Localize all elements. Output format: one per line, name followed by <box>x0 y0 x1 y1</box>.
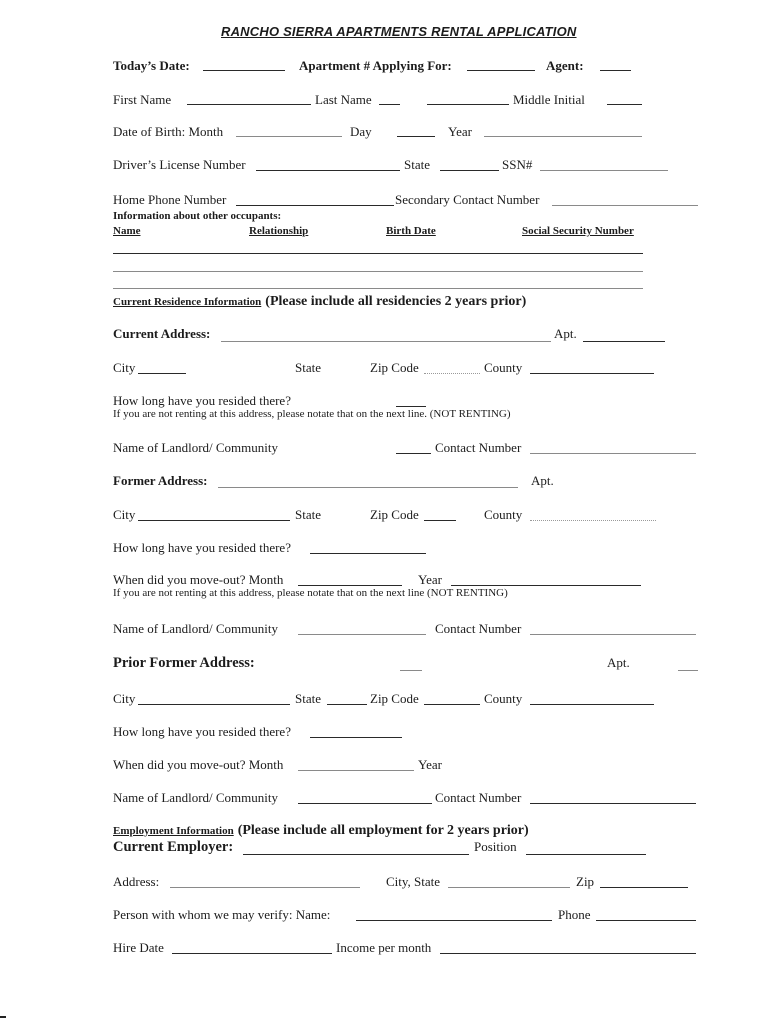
prior-zip-field[interactable] <box>424 704 480 705</box>
former-landlord-label: Name of Landlord/ Community <box>113 621 279 636</box>
position-label: Position <box>474 839 517 854</box>
current-landlord-field[interactable] <box>396 453 431 454</box>
prior-move-out-month-field[interactable] <box>298 770 414 771</box>
dob-month-field[interactable] <box>236 136 342 137</box>
dob-day-label: Day <box>350 124 372 139</box>
current-zip-label: Zip Code <box>370 360 419 375</box>
income-label: Income per month <box>336 940 432 955</box>
former-county-label: County <box>484 507 523 522</box>
last-name-label: Last Name <box>315 92 372 107</box>
prior-contact-field[interactable] <box>530 803 696 804</box>
license-state-field[interactable] <box>440 170 499 171</box>
current-how-long-field[interactable] <box>396 406 426 407</box>
current-county-field[interactable] <box>530 373 654 374</box>
former-move-out-label: When did you move-out? Month <box>113 572 284 587</box>
current-contact-field[interactable] <box>530 453 696 454</box>
former-apt-label: Apt. <box>531 473 554 488</box>
current-city-label: City <box>113 360 136 375</box>
employer-city-state-label: City, State <box>386 874 441 889</box>
last-name-field-a[interactable] <box>379 104 400 105</box>
occupants-col-birth-date: Birth Date <box>386 225 436 237</box>
former-move-out-year-label: Year <box>418 572 442 587</box>
occupants-col-name: Name <box>113 225 141 237</box>
home-phone-label: Home Phone Number <box>113 192 227 207</box>
income-field[interactable] <box>440 953 696 954</box>
agent-field[interactable] <box>600 70 631 71</box>
verify-phone-label: Phone <box>558 907 591 922</box>
first-name-label: First Name <box>113 92 172 107</box>
occupants-col-relationship: Relationship <box>249 225 309 237</box>
former-state-label: State <box>295 507 321 522</box>
former-contact-field[interactable] <box>530 634 696 635</box>
former-how-long-field[interactable] <box>310 553 426 554</box>
prior-move-out-label: When did you move-out? Month <box>113 757 284 772</box>
prior-contact-label: Contact Number <box>435 790 522 805</box>
verify-name-field[interactable] <box>356 920 552 921</box>
agent-label: Agent: <box>546 58 584 73</box>
employer-city-state-field[interactable] <box>448 887 570 888</box>
former-not-renting-note: If you are not renting at this address, please notate that on the next line (NOT RENTING) <box>113 587 508 599</box>
license-state-label: State <box>404 157 430 172</box>
employment-section-heading <box>113 822 529 838</box>
prior-state-field[interactable] <box>327 704 367 705</box>
prior-county-label: County <box>484 691 523 706</box>
ssn-field[interactable] <box>540 170 668 171</box>
current-state-label: State <box>295 360 321 375</box>
middle-initial-field[interactable] <box>607 104 642 105</box>
prior-apt-label: Apt. <box>607 655 630 670</box>
prior-how-long-field[interactable] <box>310 737 402 738</box>
current-not-renting-note: If you are not renting at this address, please notate that on the next line. (NOT RENTING) <box>113 408 511 420</box>
former-zip-field[interactable] <box>424 520 456 521</box>
prior-former-address-field[interactable] <box>400 670 422 671</box>
todays-date-field[interactable] <box>203 70 285 71</box>
prior-how-long-label: How long have you resided there? <box>113 724 291 739</box>
prior-city-label: City <box>113 691 136 706</box>
prior-city-field[interactable] <box>138 704 290 705</box>
former-address-label: Former Address: <box>113 473 208 488</box>
ssn-label: SSN# <box>502 157 533 172</box>
todays-date-label: Today’s Date: <box>113 58 190 73</box>
verify-name-label: Person with whom we may verify: Name: <box>113 907 331 922</box>
prior-landlord-label: Name of Landlord/ Community <box>113 790 279 805</box>
drivers-license-field[interactable] <box>256 170 400 171</box>
occupant-row-1[interactable] <box>113 253 643 254</box>
verify-phone-field[interactable] <box>596 920 696 921</box>
current-contact-label: Contact Number <box>435 440 522 455</box>
current-apt-label: Apt. <box>554 326 577 341</box>
employer-address-label: Address: <box>113 874 160 889</box>
prior-zip-label: Zip Code <box>370 691 419 706</box>
last-name-field-b[interactable] <box>427 104 509 105</box>
scan-edge-mark <box>0 1016 6 1018</box>
current-employer-label: Current Employer: <box>113 839 234 855</box>
hire-date-field[interactable] <box>172 953 332 954</box>
apartment-label: Apartment # Applying For: <box>299 58 452 73</box>
form-title: RANCHO SIERRA APARTMENTS RENTAL APPLICATION <box>221 24 577 39</box>
employer-address-field[interactable] <box>170 887 360 888</box>
residence-heading-label: Current Residence Information <box>113 296 262 308</box>
occupant-row-2[interactable] <box>113 271 643 272</box>
former-move-out-year-field[interactable] <box>451 585 641 586</box>
dob-year-label: Year <box>448 124 472 139</box>
current-zip-field[interactable] <box>424 373 480 374</box>
secondary-contact-field[interactable] <box>552 205 698 206</box>
occupant-row-3[interactable] <box>113 288 643 289</box>
hire-date-label: Hire Date <box>113 940 164 955</box>
position-field[interactable] <box>526 854 646 855</box>
former-landlord-field[interactable] <box>298 634 426 635</box>
former-move-out-month-field[interactable] <box>298 585 402 586</box>
current-landlord-label: Name of Landlord/ Community <box>113 440 279 455</box>
employer-zip-field[interactable] <box>600 887 688 888</box>
current-address-field[interactable] <box>221 341 551 342</box>
home-phone-field[interactable] <box>236 205 394 206</box>
former-address-field[interactable] <box>218 487 518 488</box>
residence-heading-note: (Please include all residencies 2 years prior) <box>265 294 527 309</box>
apartment-field[interactable] <box>467 70 535 71</box>
occupants-heading: Information about other occupants: <box>113 210 282 222</box>
prior-former-address-label: Prior Former Address: <box>113 655 255 671</box>
current-how-long-label: How long have you resided there? <box>113 393 291 408</box>
first-name-field[interactable] <box>187 104 311 105</box>
prior-apt-field[interactable] <box>678 670 698 671</box>
current-city-field[interactable] <box>138 373 186 374</box>
secondary-contact-label: Secondary Contact Number <box>395 192 540 207</box>
former-contact-label: Contact Number <box>435 621 522 636</box>
residence-section-heading <box>113 293 526 309</box>
prior-move-out-year-label: Year <box>418 757 442 772</box>
current-apt-field[interactable] <box>583 341 665 342</box>
former-zip-label: Zip Code <box>370 507 419 522</box>
dob-day-field[interactable] <box>397 136 435 137</box>
former-county-field[interactable] <box>530 520 656 521</box>
former-how-long-label: How long have you resided there? <box>113 540 291 555</box>
former-city-field[interactable] <box>138 520 290 521</box>
prior-state-label: State <box>295 691 321 706</box>
middle-initial-label: Middle Initial <box>513 92 585 107</box>
employment-heading-label: Employment Information <box>113 825 234 837</box>
employer-zip-label: Zip <box>576 874 595 889</box>
dob-year-field[interactable] <box>484 136 642 137</box>
current-employer-field[interactable] <box>243 854 469 855</box>
drivers-license-label: Driver’s License Number <box>113 157 246 172</box>
prior-landlord-field[interactable] <box>298 803 432 804</box>
former-city-label: City <box>113 507 136 522</box>
current-address-label: Current Address: <box>113 326 211 341</box>
employment-heading-note: (Please include all employment for 2 years prior) <box>237 823 529 838</box>
dob-month-label: Date of Birth: Month <box>113 124 224 139</box>
prior-county-field[interactable] <box>530 704 654 705</box>
current-county-label: County <box>484 360 523 375</box>
occupants-col-ssn: Social Security Number <box>522 225 634 237</box>
